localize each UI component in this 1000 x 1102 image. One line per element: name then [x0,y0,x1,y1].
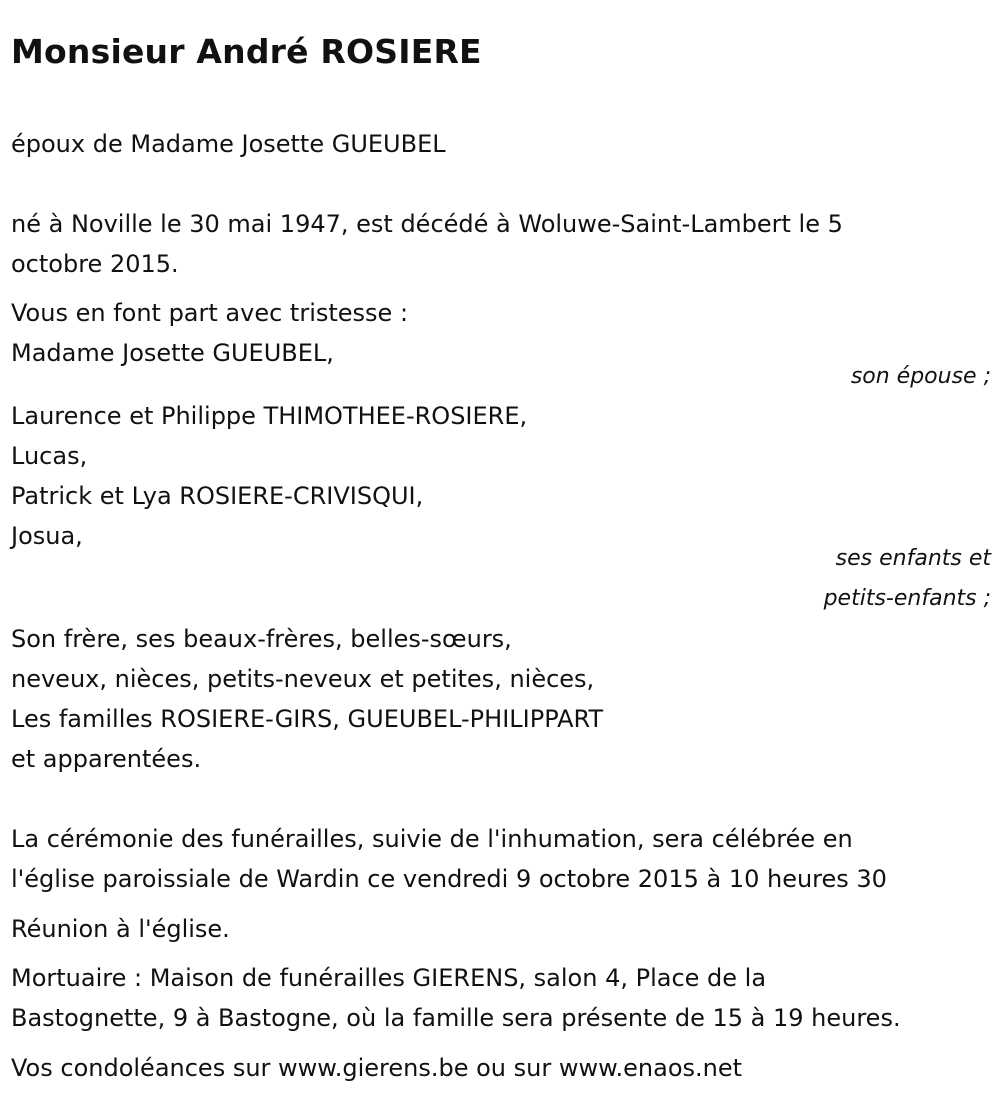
birth-line-1: né à Noville le 30 mai 1947, est décédé à Woluwe-Saint-Lambert le 5 [11,210,843,238]
spouse-role: son épouse ; [850,364,991,389]
birth-line-2: octobre 2015. [11,250,179,278]
child-line: Lucas, [11,442,88,470]
ceremony-line-2: l'église paroissiale de Wardin ce vendredi 9 octobre 2015 à 10 heures 30 [11,865,887,893]
children-role-2: petits-enfants ; [823,586,991,611]
mortuary-line-1: Mortuaire : Maison de funérailles GIERENS, salon 4, Place de la [11,964,767,992]
children-role-1: ses enfants et [835,546,991,571]
announcement: Vous en font part avec tristesse : [11,299,409,327]
relatives-line: et apparentées. [11,745,202,773]
spouse-name: Madame Josette GUEUBEL, [11,339,334,367]
relatives-line: neveux, nièces, petits-neveux et petites, nièces, [11,665,595,693]
child-line: Patrick et Lya ROSIERE-CRIVISQUI, [11,482,424,510]
child-line: Laurence et Philippe THIMOTHEE-ROSIERE, [11,402,528,430]
meeting-line: Réunion à l'église. [11,915,230,943]
relatives-line: Les familles ROSIERE-GIRS, GUEUBEL-PHILIPPART [11,705,604,733]
mortuary-line-2: Bastognette, 9 à Bastogne, où la famille sera présente de 15 à 19 heures. [11,1004,901,1032]
ceremony-line-1: La cérémonie des funérailles, suivie de l'inhumation, sera célébrée en [11,825,853,853]
child-line: Josua, [11,522,83,550]
relatives-line: Son frère, ses beaux-frères, belles-sœurs, [11,625,512,653]
spouse-line: époux de Madame Josette GUEUBEL [11,130,446,158]
condolences-line: Vos condoléances sur www.gierens.be ou sur www.enaos.net [11,1054,743,1082]
page-title: Monsieur André ROSIERE [11,32,482,71]
